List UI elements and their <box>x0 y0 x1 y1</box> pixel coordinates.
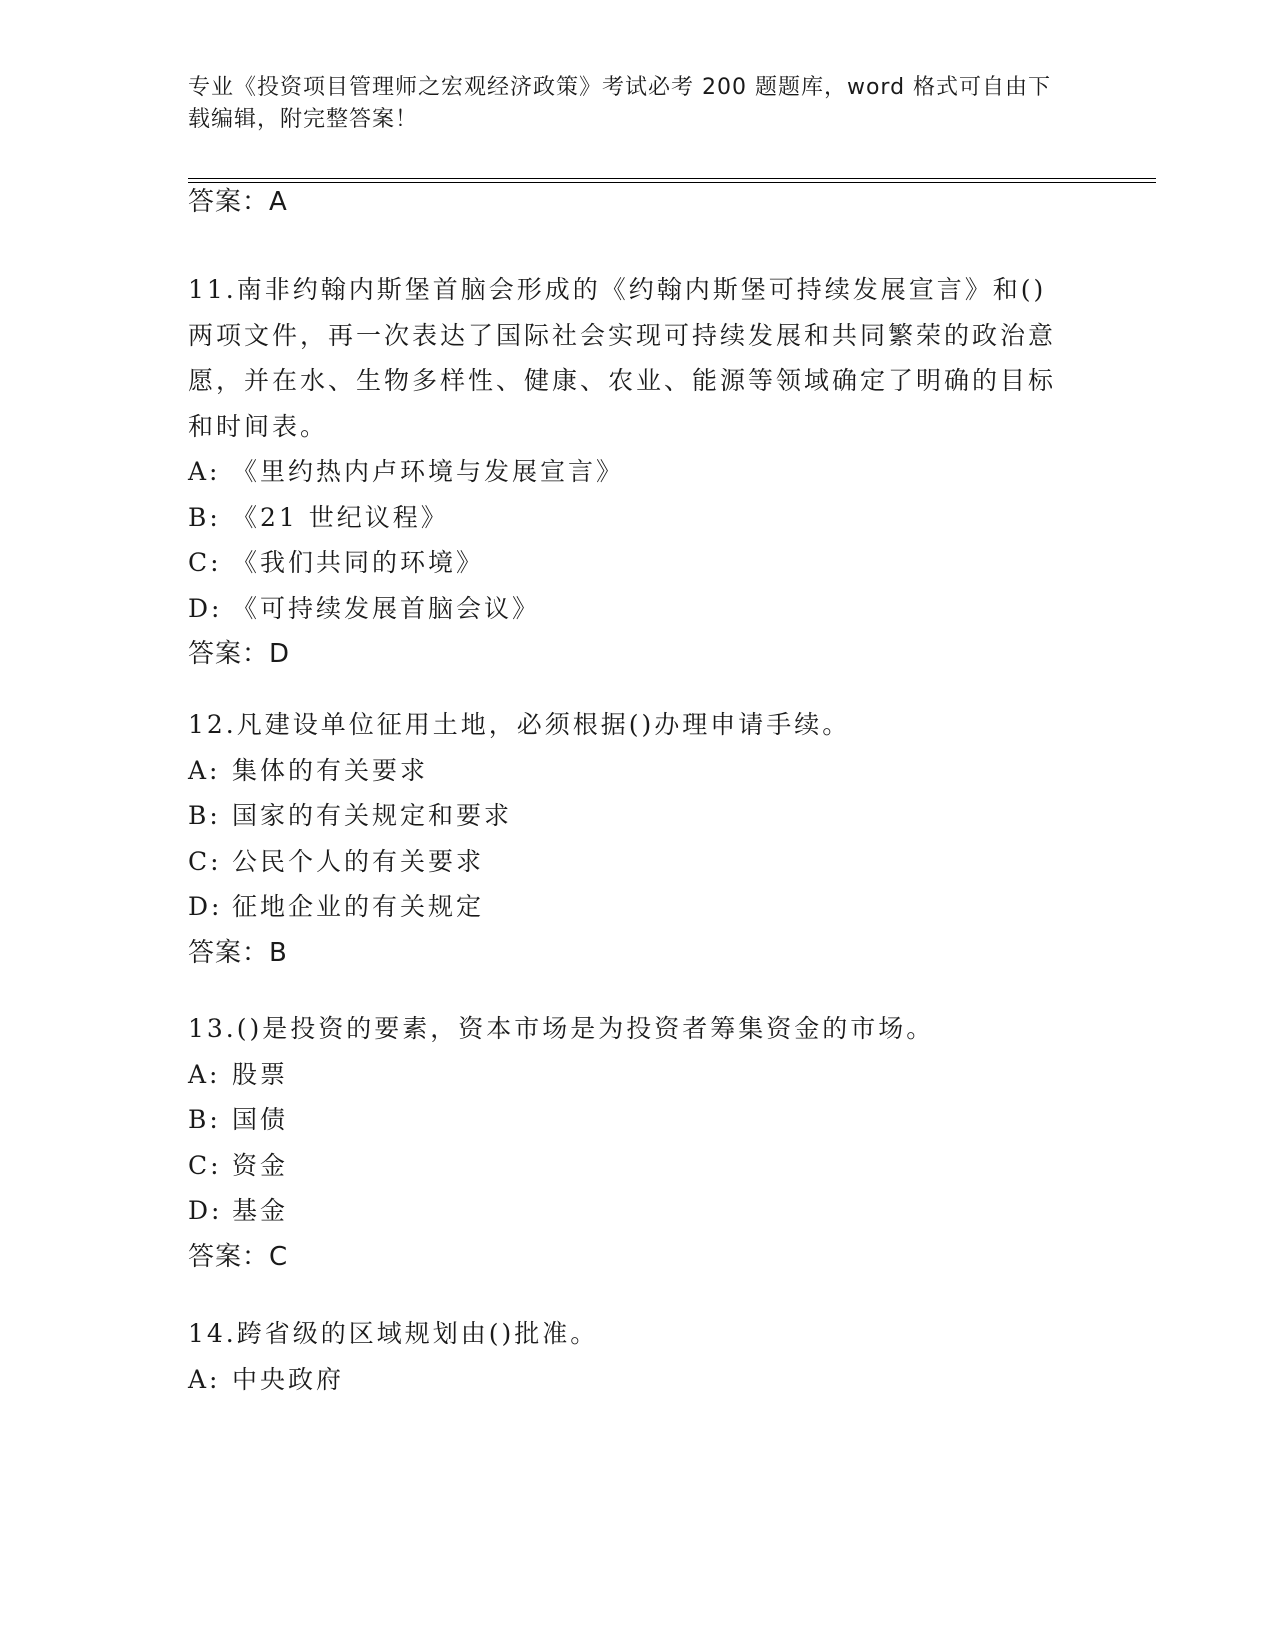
answer-line: 答案：A <box>188 187 288 217</box>
option-text: 基金 <box>232 1196 289 1225</box>
option-b <box>188 1097 1068 1143</box>
option-c <box>188 1143 1068 1189</box>
option-a <box>188 449 1068 495</box>
question-11 <box>188 267 1068 677</box>
option-text: 国债 <box>232 1105 289 1134</box>
option-label: D: <box>188 1196 223 1225</box>
option-text: 征地企业的有关规定 <box>232 892 485 921</box>
question-12 <box>188 702 1068 976</box>
option-text: 《可持续发展首脑会议》 <box>232 593 541 623</box>
option-label: A: <box>188 1364 221 1394</box>
option-c <box>188 540 1068 586</box>
previous-answer <box>188 179 1068 225</box>
header-intro-text: 专业《投资项目管理师之宏观经济政策》考试必考 200 题题库，word 格式可自由下载编辑，附完整答案！ <box>188 75 1052 132</box>
question-14 <box>188 1311 1068 1402</box>
option-label: C: <box>188 548 222 577</box>
question-stem: 13.()是投资的要素，资本市场是为投资者筹集资金的市场。 <box>188 1014 935 1043</box>
option-text: 资金 <box>232 1150 289 1180</box>
option-label: C: <box>188 846 222 876</box>
option-b <box>188 793 1068 839</box>
answer-line: 答案：B <box>188 937 288 968</box>
option-label: B: <box>188 502 221 532</box>
option-label: B: <box>188 801 221 830</box>
option-label: D: <box>188 593 223 623</box>
question-13 <box>188 1006 1068 1280</box>
question-stem: 12.凡建设单位征用土地，必须根据()办理申请手续。 <box>188 710 851 739</box>
option-text: 公民个人的有关要求 <box>232 846 485 876</box>
option-text: 国家的有关规定和要求 <box>232 801 513 830</box>
option-label: D: <box>188 892 223 921</box>
option-d <box>188 1188 1068 1234</box>
option-text: 集体的有关要求 <box>232 755 429 785</box>
question-stem: 14.跨省级的区域规划由()批准。 <box>188 1319 599 1348</box>
option-label: A: <box>188 1059 221 1089</box>
option-label: B: <box>188 1105 221 1134</box>
option-label: A: <box>188 755 221 785</box>
option-label: C: <box>188 1150 222 1180</box>
answer-line: 答案：C <box>188 1241 289 1272</box>
answer-line: 答案：D <box>188 639 291 669</box>
option-d <box>188 586 1068 632</box>
option-d <box>188 884 1068 930</box>
option-text: 中央政府 <box>232 1364 345 1394</box>
option-text: 《我们共同的环境》 <box>232 548 485 577</box>
option-text: 《里约热内卢环境与发展宣言》 <box>232 457 625 486</box>
option-a <box>188 1052 1068 1098</box>
option-a <box>188 1357 1068 1403</box>
question-stem: 11.南非约翰内斯堡首脑会形成的《约翰内斯堡可持续发展宣言》和()两项文件，再一次表达了国际社会实现可持续发展和共同繁荣的政治意愿，并在水、生物多样性、健康、农业、能源等领域确定了明确的目标和时间表。 <box>188 275 1057 441</box>
option-a <box>188 748 1068 794</box>
option-b <box>188 495 1068 541</box>
option-text: 股票 <box>232 1059 289 1089</box>
option-text: 《21 世纪议程》 <box>232 502 449 532</box>
option-label: A: <box>188 457 221 486</box>
option-c <box>188 839 1068 885</box>
document-header <box>188 72 1068 136</box>
